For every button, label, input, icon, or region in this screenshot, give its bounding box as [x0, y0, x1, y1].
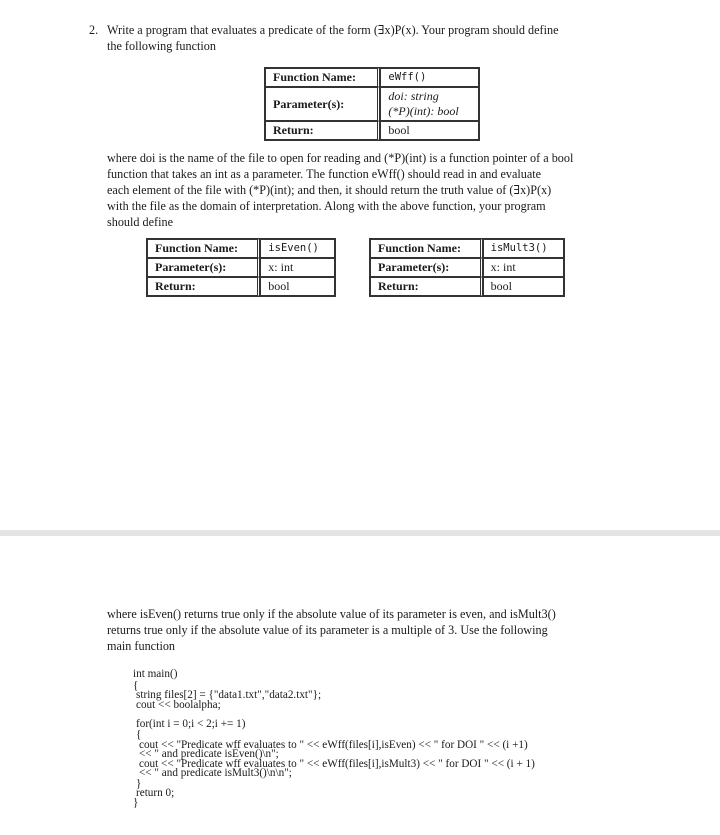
page-2: [0, 536, 720, 835]
parameters-value: x: int: [483, 258, 564, 277]
table-row: [265, 68, 479, 87]
function-name-label: Function Name:: [147, 239, 260, 258]
code-line: {: [136, 729, 142, 741]
code-line: return 0;: [136, 787, 175, 799]
code-line: for(int i = 0;i < 2;i += 1): [136, 718, 246, 730]
table-row: [370, 277, 564, 296]
function-name-value: eWff(): [380, 68, 479, 87]
code-line: string files[2] = {"data1.txt","data2.txt"};: [136, 689, 322, 701]
code-line: }: [133, 797, 139, 809]
table-row: [147, 277, 335, 296]
code-line: cout << boolalpha;: [136, 699, 221, 711]
table-row: [370, 239, 564, 258]
function-name-label: Function Name:: [370, 239, 483, 258]
function-name-value: isMult3(): [483, 239, 564, 258]
code-line: cout << "Predicate wff evaluates to " << eWff(files[i],isMult3) << " for DOI " << (i + 1): [139, 758, 535, 770]
parameters-value: [380, 87, 479, 121]
return-value: bool: [483, 277, 564, 296]
para3-line-1: where isEven() returns true only if the absolute value of its parameter is even, and isMult3(): [107, 607, 556, 621]
return-value: bool: [260, 277, 335, 296]
parameters-label: Parameter(s):: [370, 258, 483, 277]
return-label: Return:: [265, 121, 380, 140]
code-line: cout << "Predicate wff evaluates to " << eWff(files[i],isEven) << " for DOI " << (i +1): [139, 739, 528, 751]
para2-line-2: function that takes an int as a parameter. The function eWff() should read in and evaluate: [107, 167, 542, 181]
parameter-predicate: (*P)(int): bool: [388, 104, 459, 118]
intro-line-1: Write a program that evaluates a predicate of the form (∃x)P(x). Your program should define: [107, 23, 559, 37]
ismult3-function-table: [369, 238, 565, 297]
para2-line-4: with the file as the domain of interpretation. Along with the above function, your program: [107, 199, 546, 213]
code-line: << " and predicate isMult3()\n\n";: [139, 767, 292, 779]
intro-line-2: the following function: [107, 39, 216, 53]
return-label: Return:: [370, 277, 483, 296]
parameters-label: Parameter(s):: [265, 87, 380, 121]
function-name-label: Function Name:: [265, 68, 380, 87]
return-value: bool: [380, 121, 479, 140]
return-label: Return:: [147, 277, 260, 296]
question-number: 2.: [89, 23, 99, 37]
table-row: [265, 87, 479, 121]
iseven-function-table: [146, 238, 336, 297]
ewff-function-table: [264, 67, 480, 141]
parameters-value: x: int: [260, 258, 335, 277]
para3-line-3: main function: [107, 639, 176, 653]
para3-line-2: returns true only if the absolute value of its parameter is a multiple of 3. Use the following: [107, 623, 548, 637]
code-line: << " and predicate isEven()\n";: [139, 748, 279, 760]
code-line: {: [133, 680, 139, 692]
table-row: [370, 258, 564, 277]
parameters-label: Parameter(s):: [147, 258, 260, 277]
code-line: }: [136, 778, 142, 790]
table-row: [265, 121, 479, 140]
para2-line-3: each element of the file with (*P)(int); and then, it should return the truth value of (∃x)P(x): [107, 183, 552, 197]
table-row: [147, 239, 335, 258]
code-line: int main(): [133, 668, 178, 680]
parameter-doi: doi: string: [388, 89, 439, 103]
para2-line-1: where doi is the name of the file to open for reading and (*P)(int) is a function pointer of a bool: [107, 151, 574, 165]
table-row: [147, 258, 335, 277]
para2-line-5: should define: [107, 215, 174, 229]
function-name-value: isEven(): [260, 239, 335, 258]
